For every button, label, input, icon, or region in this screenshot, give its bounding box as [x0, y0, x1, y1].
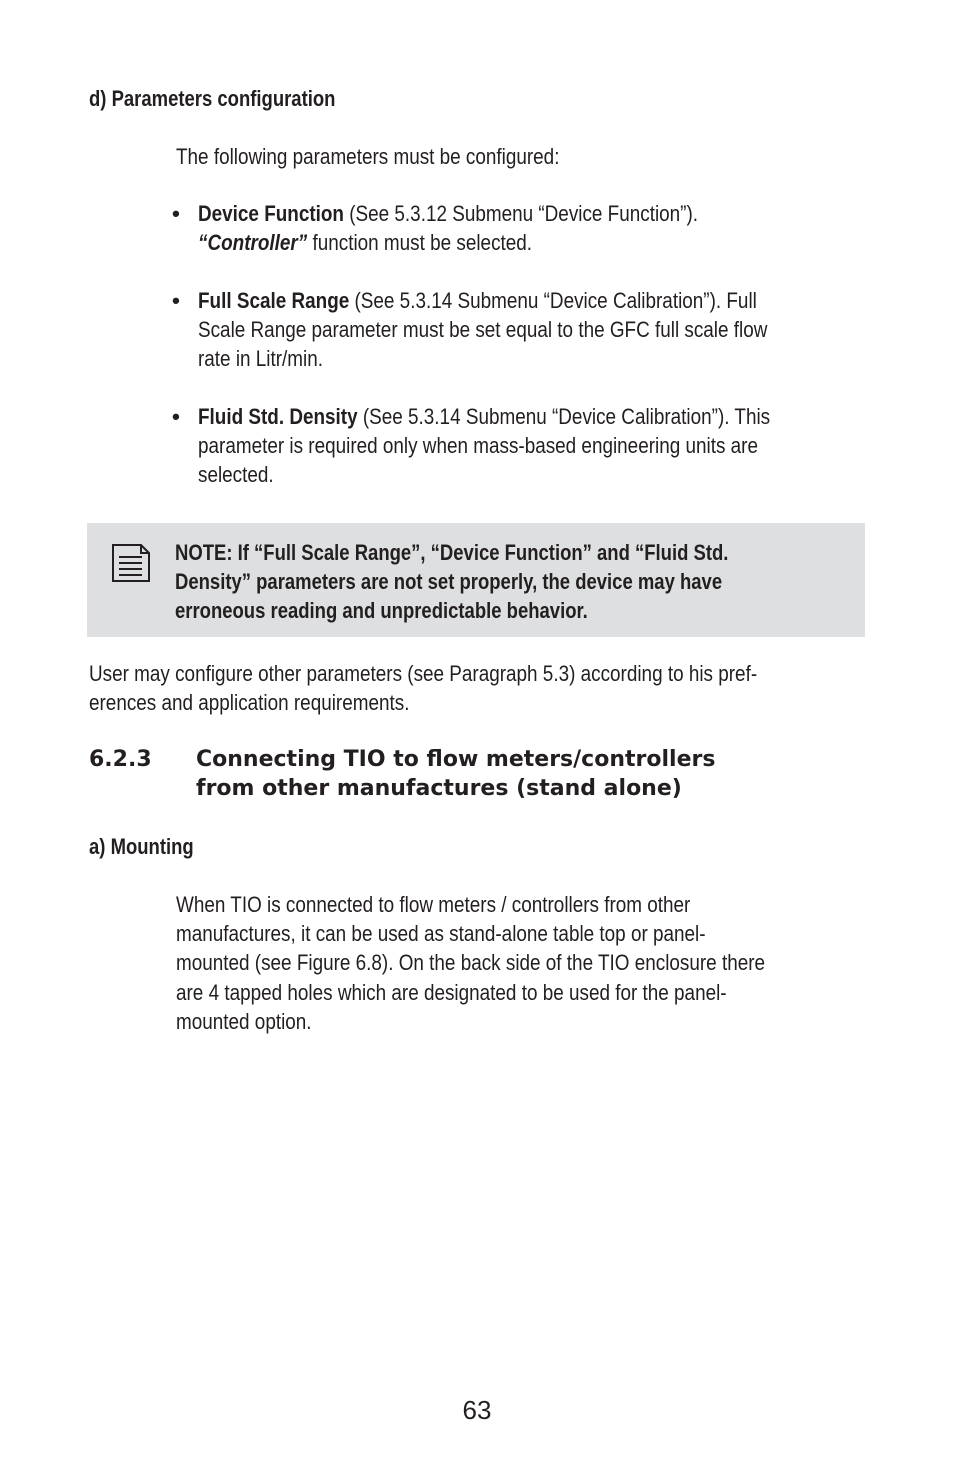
bullet-text: function must be selected.: [307, 230, 533, 256]
note-icon: [111, 543, 151, 583]
mounting-heading: a) Mounting: [89, 834, 194, 859]
bullet-body: [198, 402, 770, 490]
section-number: 6.2.3: [89, 747, 152, 772]
term-fluid-std-density: Fluid Std. Density: [198, 404, 358, 429]
term-full-scale-range: Full Scale Range: [198, 288, 350, 313]
bullet-text: rate in Litr/min.: [198, 346, 324, 372]
note-box: [87, 523, 865, 637]
bullet-marker: •: [172, 201, 180, 226]
parameters-configuration-heading: d) Parameters configuration: [89, 86, 336, 111]
section-title: Connecting TIO to flow meters/controllers from other manufactures (stand alone): [196, 747, 716, 801]
bullet-text: (See 5.3.12 Submenu “Device Function”).: [343, 201, 699, 226]
bullet-body: [198, 199, 698, 257]
bullet-text: (See 5.3.14 Submenu “Device Calibration”). Full: [349, 288, 757, 313]
note-text: NOTE: If “Full Scale Range”, “Device Function” and “Fluid Std. Density” parameters are not set properly, the device may have erroneous reading and unpredictable behavior.: [175, 540, 729, 623]
bullet-text: parameter is required only when mass-based engineering units are: [198, 433, 758, 459]
mounting-paragraph: When TIO is connected to flow meters / controllers from other manufactures, it can be used as stand-alone table top or panel- mounted (see Figure 6.8). On the back side of the TIO enclosure there are 4 tapped holes which are designated to be used for the panel- mounted option.: [176, 892, 766, 1034]
bullet-text: selected.: [198, 462, 274, 488]
bullet-marker: •: [172, 288, 180, 313]
emphasis-controller: “Controller”: [198, 230, 308, 256]
bullet-text: Scale Range parameter must be set equal to the GFC full scale flow: [198, 317, 768, 343]
user-configure-paragraph: User may configure other parameters (see Paragraph 5.3) according to his pref- erences and application requirements.: [89, 661, 758, 716]
term-device-function: Device Function: [198, 201, 344, 226]
page-number: 63: [462, 1395, 492, 1425]
bullet-text: (See 5.3.14 Submenu “Device Calibration”). This: [357, 404, 771, 429]
bullet-marker: •: [172, 404, 180, 429]
parameters-intro: The following parameters must be configured:: [176, 144, 560, 169]
bullet-body: [198, 286, 767, 374]
